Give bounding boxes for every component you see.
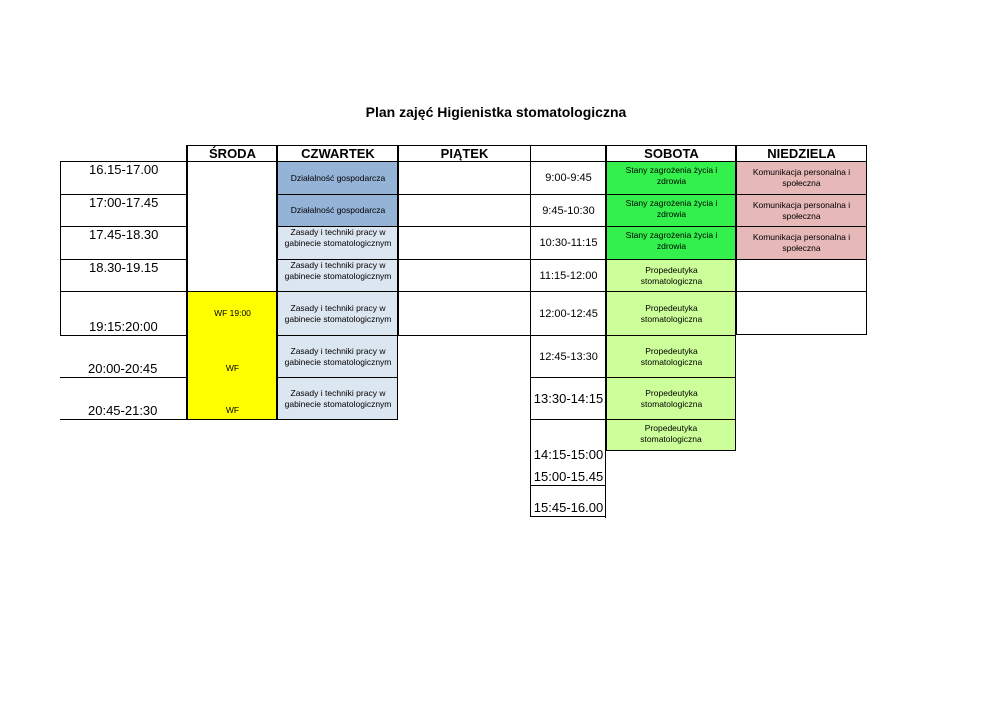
- weekend-time-2: 9:45-10:30: [530, 194, 606, 226]
- weekday-time-4: 18.30-19.15: [60, 259, 187, 291]
- weekday-time-2: 17:00-17.45: [60, 194, 187, 226]
- sobota-cell-8: Propedeutyka stomatologiczna: [606, 419, 736, 451]
- piatek-bottom-line: [398, 335, 531, 336]
- weekday-time-6: 20:00-20:45: [60, 335, 187, 377]
- weekend-time-7: 13:30-14:15: [530, 377, 606, 419]
- header-weekend-time: [530, 145, 606, 162]
- header-czwartek: CZWARTEK: [277, 145, 398, 162]
- sobota-cell-2: Stany zagrożenia życia i zdrowia: [606, 194, 736, 226]
- page-title: Plan zajęć Higienistka stomatologiczna: [365, 104, 627, 120]
- sroda-cell-1: WF 19:00: [187, 291, 277, 335]
- niedziela-cell-3: Komunikacja personalna i społeczna: [736, 226, 867, 259]
- weekend-time-10: 15:45-16.00: [530, 485, 606, 517]
- czwartek-cell-4: Zasady i techniki pracy w gabinecie stomatologicznym: [277, 259, 398, 291]
- piatek-cell-2: [398, 194, 530, 226]
- weekday-time-3: 17.45-18.30: [60, 226, 187, 259]
- piatek-cell-1: [398, 161, 530, 194]
- czwartek-cell-7: Zasady i techniki pracy w gabinecie stomatologicznym: [277, 377, 398, 419]
- piatek-cell-3: [398, 226, 530, 259]
- weekend-time-8: 14:15-15:00: [530, 419, 606, 463]
- czwartek-cell-1: Działalność gospodarcza: [277, 161, 398, 194]
- czwartek-right-line: [397, 145, 398, 420]
- piatek-cell-5: [398, 291, 530, 335]
- niedziela-cell-4: [736, 259, 867, 291]
- header-sroda: ŚRODA: [187, 145, 277, 162]
- czwartek-cell-6: Zasady i techniki pracy w gabinecie stomatologicznym: [277, 335, 398, 377]
- sroda-empty: [187, 161, 277, 291]
- weekend-time-5: 12:00-12:45: [530, 291, 606, 335]
- weekend-time-3: 10:30-11:15: [530, 226, 606, 259]
- czwartek-cell-2: Działalność gospodarcza: [277, 194, 398, 226]
- sobota-right-line: [735, 145, 736, 451]
- sobota-cell-4: Propedeutyka stomatologiczna: [606, 259, 736, 291]
- weekend-time-right-line: [605, 145, 606, 518]
- weekday-time-5: 19:15:20:00: [60, 291, 187, 335]
- piatek-cell-4: [398, 259, 530, 291]
- sobota-cell-6: Propedeutyka stomatologiczna: [606, 335, 736, 377]
- header-niedziela: NIEDZIELA: [736, 145, 867, 162]
- weekday-time-right-line: [186, 145, 187, 420]
- weekend-time-4: 11:15-12:00: [530, 259, 606, 291]
- czwartek-cell-5: Zasady i techniki pracy w gabinecie stomatologicznym: [277, 291, 398, 335]
- czwartek-cell-3: Zasady i techniki pracy w gabinecie stomatologicznym: [277, 226, 398, 259]
- sobota-cell-7: Propedeutyka stomatologiczna: [606, 377, 736, 419]
- sroda-right-line: [276, 145, 277, 420]
- header-sobota: SOBOTA: [606, 145, 736, 162]
- weekend-time-6: 12:45-13:30: [530, 335, 606, 377]
- sobota-cell-5: Propedeutyka stomatologiczna: [606, 291, 736, 335]
- niedziela-cell-5: [736, 291, 867, 335]
- sobota-cell-1: Stany zagrożenia życia i zdrowia: [606, 161, 736, 194]
- sroda-cell-2: WF: [187, 335, 277, 377]
- weekend-time-9: 15:00-15.45: [530, 463, 606, 485]
- sroda-cell-3: WF: [187, 377, 277, 419]
- header-piatek: PIĄTEK: [398, 145, 530, 162]
- weekend-time-1: 9:00-9:45: [530, 161, 606, 194]
- sobota-cell-3: Stany zagrożenia życia i zdrowia: [606, 226, 736, 259]
- weekday-time-1: 16.15-17.00: [60, 161, 187, 194]
- row-separator-bottom-left: [60, 419, 398, 420]
- weekday-time-7: 20:45-21:30: [60, 377, 187, 419]
- niedziela-cell-1: Komunikacja personalna i społeczna: [736, 161, 867, 194]
- niedziela-cell-2: Komunikacja personalna i społeczna: [736, 194, 867, 226]
